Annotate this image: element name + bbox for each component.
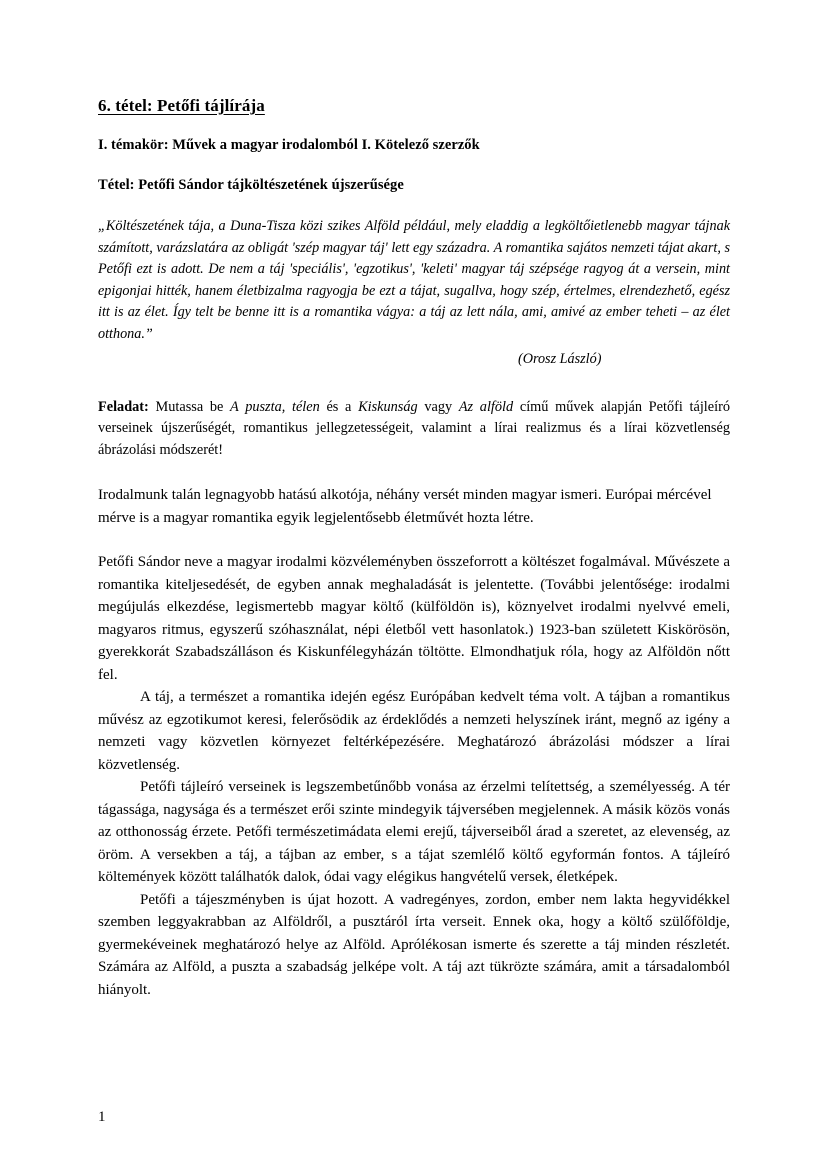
- task-label: Feladat:: [98, 398, 149, 415]
- task-paragraph: [98, 397, 730, 461]
- document-header-block: [98, 95, 730, 461]
- quotation-attribution: (Orosz László): [518, 351, 602, 368]
- work-title-1: A puszta, télen: [230, 398, 320, 415]
- paragraph-spacer: [98, 529, 730, 551]
- body-paragraph-landscape-romanticism: A táj, a természet a romantika idején egész Európában kedvelt téma volt. A tájban a romantikus művész az egzotikumot keresi, felerősödik az érdeklődés a nemzeti helyszínek iránt, megnő az igény a nemzeti vagy közvetlen környezet feltérképezésére. Meghatározó ábrázolási módszer a lírai közvetlenség.: [98, 689, 730, 773]
- document-body: [98, 484, 730, 1001]
- task-text-2: és a: [319, 398, 359, 415]
- quotation-text: „Költészetének tája, a Duna-Tisza közi szikes Alföld például, mely eladdig a legköltőietlenebb magyar tájnak számított, varázslatára az obligát 'szép magyar táj' lett egy századra. A romantika sajátos nemzeti tájat akart, s Petőfi ezt is adott. De nem a táj 'speciális', 'egzotikus', 'keleti' magyar táj szépsége ragyog át a versein, mint epigonjai hitték, hanem életbizalma ragyogja be ezt a tájat, sugallva, hogy szép, értelmes, elrendezhető, egész itt is az élet. Így telt be benne itt is a romantika vágya: a táj az lett nála, ami, amivé az ember teheti – az élet otthona.”: [98, 217, 730, 342]
- work-title-3: Az alföld: [458, 398, 514, 415]
- work-title-2: Kiskunság: [358, 398, 418, 415]
- body-paragraph-intro: Irodalmunk talán legnagyobb hatású alkotója, néhány versét minden magyar ismeri. Európai mércével mérve is a magyar romantika egyik legjelentősebb életművét hozta létre.: [98, 487, 712, 526]
- task-text-1: Mutassa be: [148, 398, 231, 415]
- task-text-3: vagy: [417, 398, 459, 415]
- body-paragraph-biography: Petőfi Sándor neve a magyar irodalmi közvéleményben összeforrott a költészet fogalmával. Művészete a romantika kiteljesedését, de egyben annak meghaladását is jelentette. (További jelentősége: irodalmi megújulás elkezdése, legismertebb magyar költő (külföldön is), köznyelvet irodalmi nyelvvé emeli, magyaros ritmus, egyszerű szóhasználat, népi életből vett hasonlatok.) 1923-ban született Kiskörösön, gyerekkorát Szabadszálláson és Kiskunfélegyházán töltötte. Elmondhatjuk róla, hogy az Alföldön nőtt fel.: [98, 554, 730, 683]
- page-title: 6. tétel: Petőfi tájlírája: [98, 96, 265, 115]
- subheading-topic: I. témakör: Művek a magyar irodalomból I. Kötelező szerzők: [98, 137, 480, 154]
- task-text-4: című művek alapján Petőfi tájleíró verseinek újszerűségét, romantikus jellegzetességeit, valamint a lírai realizmus és a lírai közvetlenség ábrázolási módszerét!: [98, 398, 730, 458]
- page-number: 1: [98, 1109, 106, 1125]
- subheading-tetel: Tétel: Petőfi Sándor tájköltészetének újszerűsége: [98, 177, 404, 194]
- body-paragraph-petofi-features: Petőfi tájleíró verseinek is legszembetűnőbb vonása az érzelmi telítettség, a személyesség. A tér tágassága, nagysága és a természet erői szinte mindegyik tájversében megjelennek. A másik közös vonás az otthonosság érzete. Petőfi természetimádata elemi erejű, tájverseiből árad a szeretet, az elevenség, az öröm. A versekben a táj, a tájban az ember, s a tájat szemlélő költő egyformán fontos. A tájleíró költemények között találhatók dalok, ódai vagy elégikus hangvételű versek, életképek.: [98, 779, 730, 885]
- body-paragraph-tajeszmeny: Petőfi a tájeszményben is újat hozott. A vadregényes, zordon, ember nem lakta hegyvidékkel szemben leggyakrabban az Alföldről, a pusztáról írta verseit. Ennek oka, hogy a költő szülőföldje, gyermekéveinek meghatározó helye az Alföld. Aprólékosan ismerte és szerette a táj minden részletét. Számára az Alföld, a puszta a szabadság jelképe volt. A táj azt tükrözte számára, amit a társadalomból hiányolt.: [98, 891, 730, 998]
